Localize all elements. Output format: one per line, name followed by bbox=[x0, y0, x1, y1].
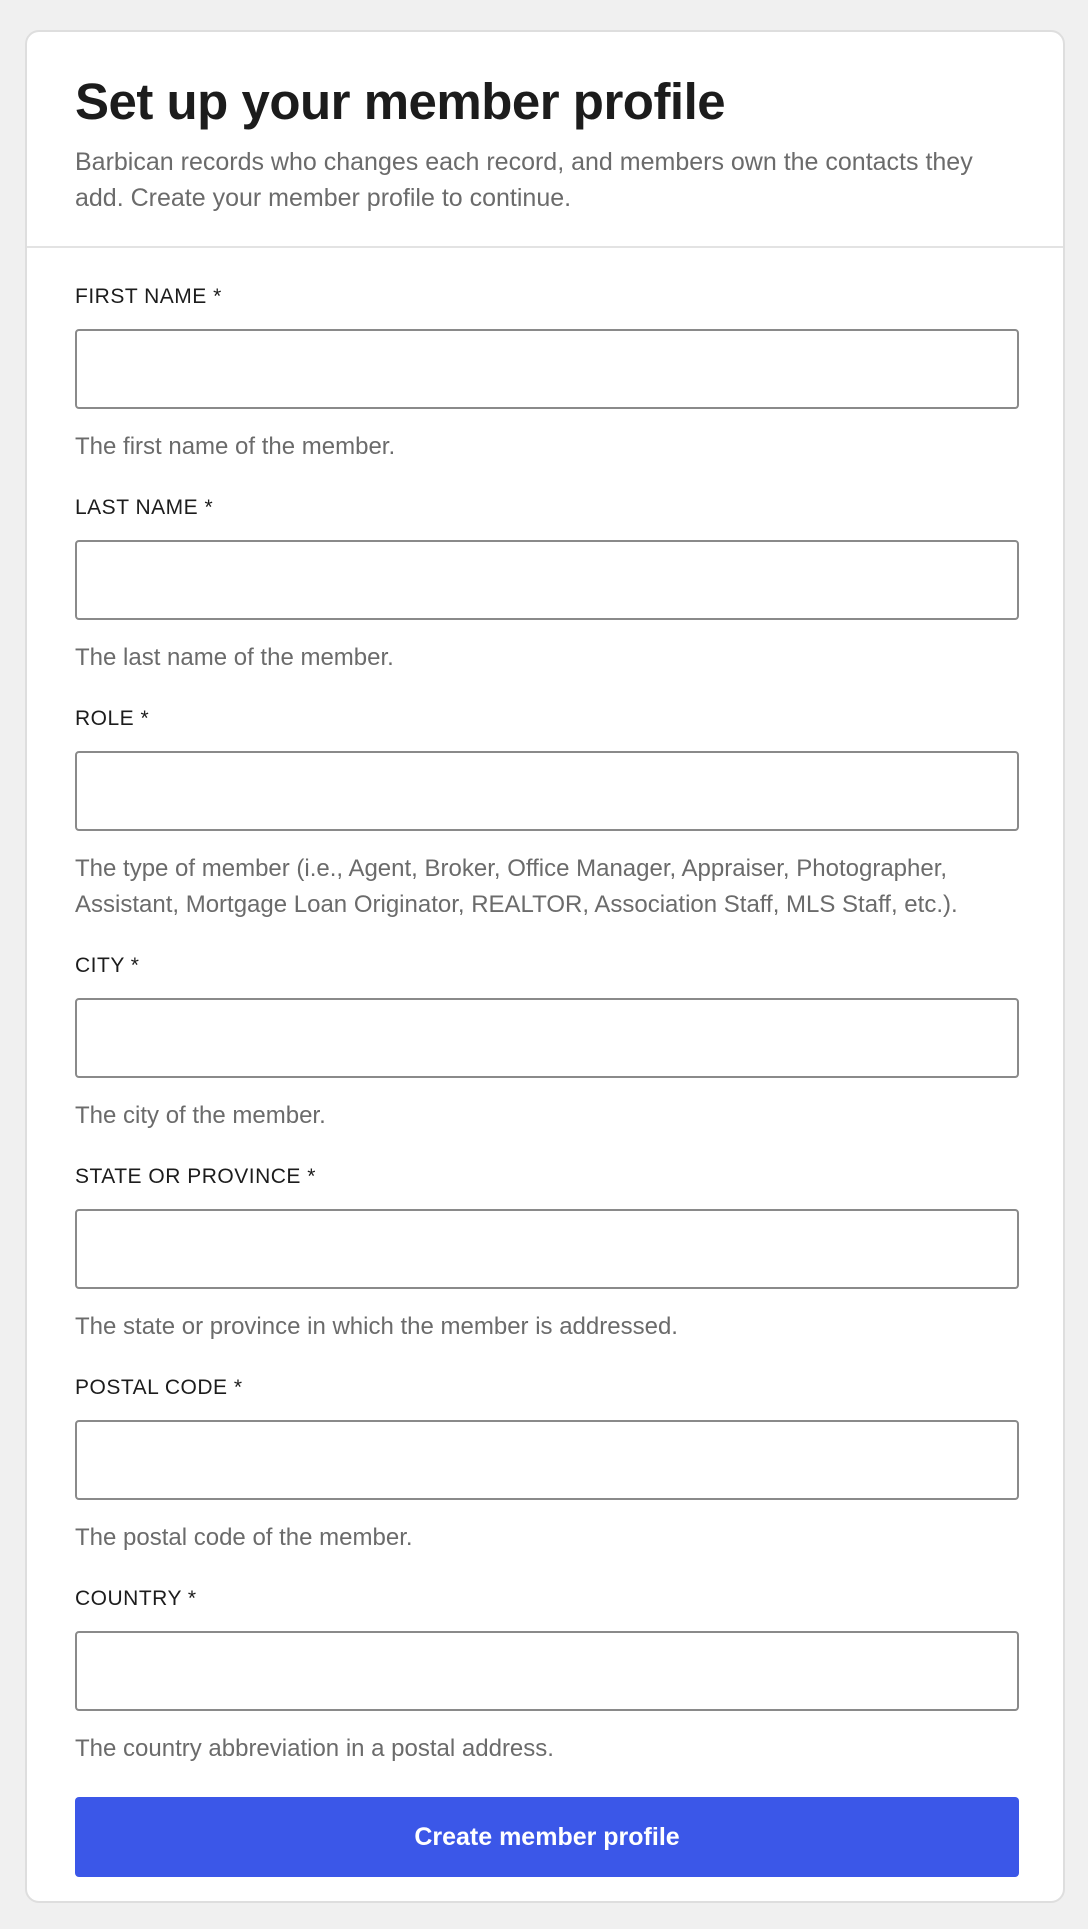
field-postal-code bbox=[75, 1375, 1015, 1556]
first-name-help: The first name of the member. bbox=[75, 433, 396, 460]
state-or-province-input[interactable] bbox=[75, 1209, 1019, 1289]
field-state-or-province bbox=[75, 1164, 1015, 1345]
role-help: The type of member (i.e., Agent, Broker, Office Manager, Appraiser, Photographer, Assistant, Mortgage Loan Originator, REALTOR, Association Staff, MLS Staff, etc.). bbox=[75, 855, 958, 918]
create-member-profile-button[interactable]: Create member profile bbox=[75, 1797, 1019, 1877]
field-role bbox=[75, 706, 1015, 923]
country-label: COUNTRY * bbox=[75, 1587, 197, 1610]
member-profile-card bbox=[25, 30, 1065, 1903]
state-or-province-help: The state or province in which the member is addressed. bbox=[75, 1313, 678, 1340]
field-last-name bbox=[75, 495, 1015, 676]
role-label: ROLE * bbox=[75, 707, 150, 730]
country-input[interactable] bbox=[75, 1631, 1019, 1711]
member-profile-form bbox=[27, 248, 1063, 1877]
field-country bbox=[75, 1586, 1015, 1767]
first-name-label: FIRST NAME * bbox=[75, 285, 222, 308]
state-or-province-label: STATE OR PROVINCE * bbox=[75, 1165, 316, 1188]
last-name-label: LAST NAME * bbox=[75, 496, 214, 519]
last-name-input[interactable] bbox=[75, 540, 1019, 620]
country-help: The country abbreviation in a postal address. bbox=[75, 1735, 554, 1762]
role-input[interactable] bbox=[75, 751, 1019, 831]
postal-code-input[interactable] bbox=[75, 1420, 1019, 1500]
field-first-name bbox=[75, 284, 1015, 465]
first-name-input[interactable] bbox=[75, 329, 1019, 409]
postal-code-label: POSTAL CODE * bbox=[75, 1376, 243, 1399]
city-help: The city of the member. bbox=[75, 1102, 326, 1129]
card-header bbox=[27, 32, 1063, 248]
city-label: CITY * bbox=[75, 954, 140, 977]
page-subtitle: Barbican records who changes each record, and members own the contacts they add. Create your member profile to continue. bbox=[75, 148, 973, 212]
field-city bbox=[75, 953, 1015, 1134]
last-name-help: The last name of the member. bbox=[75, 644, 394, 671]
page-title: Set up your member profile bbox=[75, 73, 726, 130]
postal-code-help: The postal code of the member. bbox=[75, 1524, 413, 1551]
city-input[interactable] bbox=[75, 998, 1019, 1078]
